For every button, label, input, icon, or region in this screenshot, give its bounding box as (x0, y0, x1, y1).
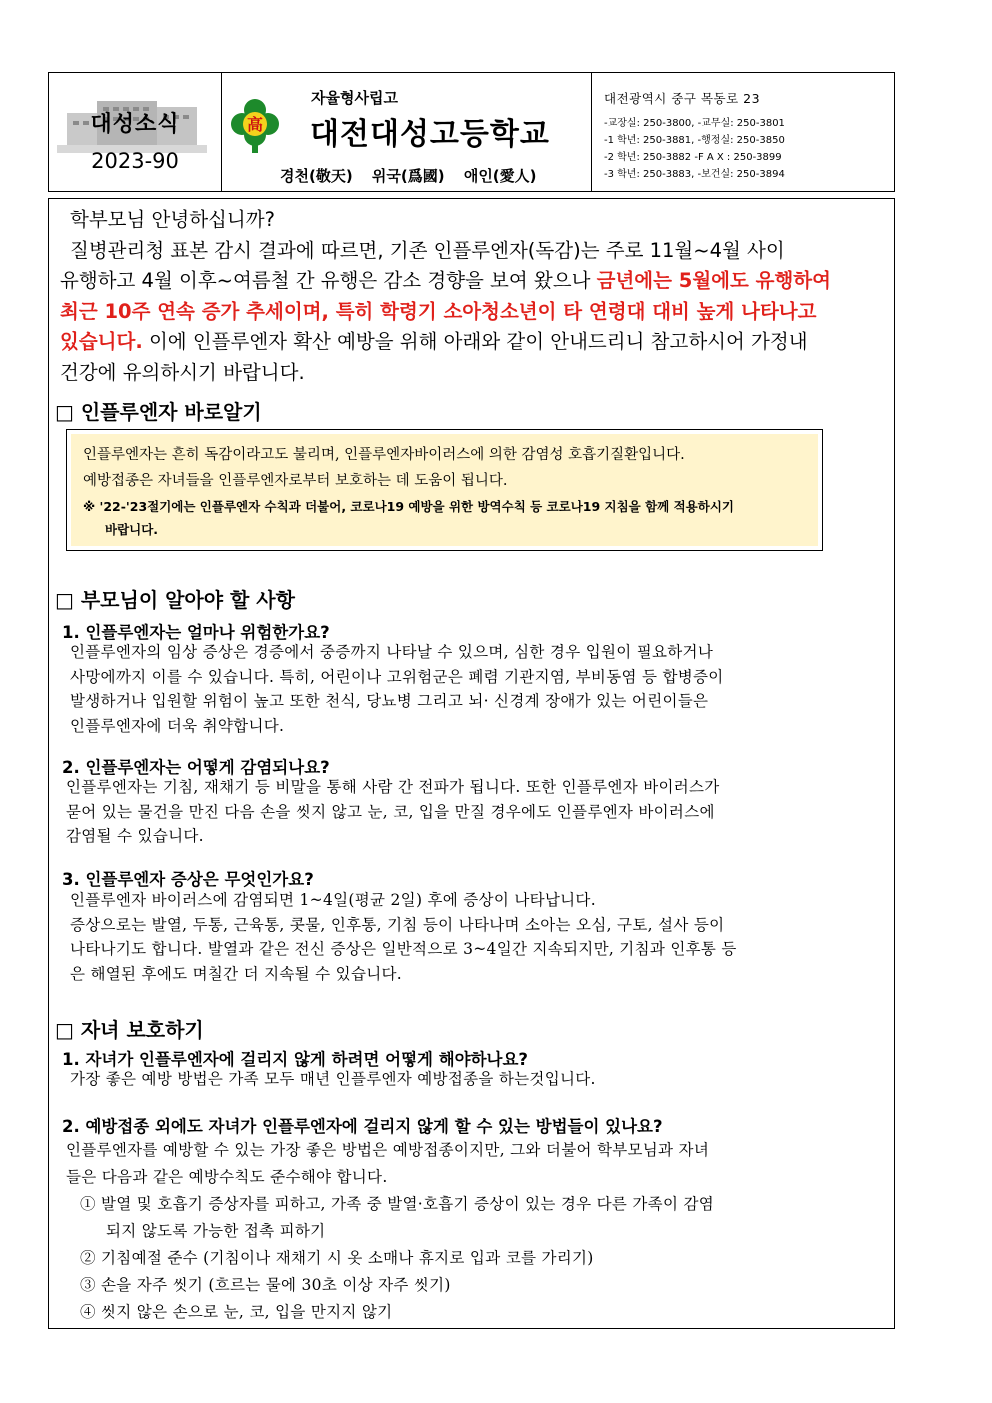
intro-line: 건강에 유의하시기 바랍니다. (60, 360, 305, 384)
section-heading: □ 부모님이 알아야 할 사항 (55, 588, 295, 612)
answer-line: 나타나기도 합니다. 발열과 같은 전신 증상은 일반적으로 3~4일간 지속되지만, 기침과 인후통 등 (70, 940, 737, 958)
greeting: 학부모님 안녕하십니까? (70, 208, 275, 231)
intro-highlight: 있습니다. (60, 330, 143, 353)
info-line: 인플루엔자는 흔히 독감이라고도 불리며, 인플루엔자바이러스에 의한 감염성 호흡기질환입니다. (83, 447, 685, 463)
school-name: 대전대성고등학교 (310, 117, 550, 152)
list-item: ④ 씻지 않은 손으로 눈, 코, 입을 만지지 않기 (80, 1303, 393, 1321)
answer-paragraph (66, 1137, 856, 1326)
contact-line: -2 학년: 250-3882 -F A X : 250-3899 (604, 152, 782, 163)
answer-line: 증상으로는 발열, 두통, 근육통, 콧물, 인후통, 기침 등이 나타나며 소아는 오심, 구토, 설사 등이 (70, 915, 725, 934)
info-note: 바랍니다. (105, 522, 159, 537)
intro-text: 이에 인플루엔자 확산 예방을 위해 아래와 같이 안내드리니 참고하시어 가정내 (142, 330, 808, 353)
intro-paragraph (60, 205, 890, 388)
question-heading: 2. 예방접종 외에도 자녀가 인플루엔자에 걸리지 않게 할 수 있는 방법들이 있나요? (62, 1117, 663, 1136)
question-heading: 1. 인플루엔자는 얼마나 위험한가요? (62, 623, 330, 642)
intro-line: 질병관리청 표본 감시 결과에 따르면, 기존 인플루엔자(독감)는 주로 11월~4월 사이 (70, 238, 785, 262)
list-item: ③ 손을 자주 씻기 (흐르는 물에 30초 이상 자주 씻기) (80, 1276, 451, 1294)
contact-list (604, 115, 785, 183)
answer-line: 인플루엔자 바이러스에 감염되면 1~4일(평균 2일) 후에 증상이 나타납니다. (70, 891, 596, 909)
intro-text: 유행하고 4월 이후~여름철 간 유행은 감소 경향을 보여 왔으나 (60, 269, 597, 292)
question-heading: 2. 인플루엔자는 어떻게 감염되나요? (62, 758, 330, 777)
answer-line: 가장 좋은 예방 방법은 가족 모두 매년 인플루엔자 예방접종을 하는것입니다. (70, 1070, 596, 1088)
school-cell (222, 73, 592, 191)
answer-line: 인플루엔자를 예방할 수 있는 가장 좋은 방법은 예방접종이지만, 그와 더불어 학부모님과 자녀 (66, 1141, 710, 1159)
answer-line: 인플루엔자에 더욱 취약합니다. (70, 716, 285, 735)
answer-line: 인플루엔자의 임상 증상은 경증에서 중증까지 나타날 수 있으며, 심한 경우 입원이 필요하거나 (70, 643, 714, 661)
list-item: 되지 않도록 가능한 접촉 피하기 (106, 1222, 326, 1240)
list-item: ① 발열 및 호흡기 증상자를 피하고, 가족 중 발열·호흡기 증상이 있는 경우 다른 가족이 감염 (80, 1195, 714, 1213)
contact-line: -교장실: 250-3800, -교무실: 250-3801 (604, 118, 785, 129)
answer-line: 사망에까지 이를 수 있습니다. 특히, 어린이나 고위험군은 폐렴 기관지염, 부비동염 등 합병증이 (70, 667, 724, 686)
intro-line (60, 266, 890, 297)
contact-line: -3 학년: 250-3883, -보건실: 250-3894 (604, 169, 785, 180)
answer-line: 인플루엔자는 기침, 재채기 등 비말을 통해 사람 간 전파가 됩니다. 또한 인플루엔자 바이러스가 (66, 778, 720, 796)
school-emblem-icon (226, 97, 284, 155)
intro-highlight: 최근 10주 연속 증가 추세이며, 특히 학령기 소아청소년이 타 연령대 대비 높게 나타나고 (60, 299, 817, 323)
info-line: 예방접종은 자녀들을 인플루엔자로부터 보호하는 데 도움이 됩니다. (83, 473, 508, 489)
school-type: 자율형사립고 (311, 89, 398, 107)
answer-line: 묻어 있는 물건을 만진 다음 손을 씻지 않고 눈, 코, 입을 만질 경우에도 인플루엔자 바이러스에 (66, 802, 715, 821)
contact-cell (592, 73, 894, 191)
section-heading: □ 자녀 보호하기 (55, 1018, 204, 1042)
list-item: ② 기침예절 준수 (기침이나 재채기 시 옷 소매나 휴지로 입과 코를 가리기) (80, 1249, 594, 1267)
issue-number: 2023-90 (91, 149, 179, 173)
question-heading: 3. 인플루엔자 증상은 무엇인가요? (62, 870, 314, 889)
info-note: ※ '22-'23절기에는 인플루엔자 수칙과 더불어, 코로나19 예방을 위한 방역수칙 등 코로나19 지침을 함께 적용하시기 (83, 499, 734, 514)
intro-line (60, 327, 890, 358)
answer-paragraph (70, 1067, 860, 1092)
info-box (66, 429, 823, 551)
info-box-content (71, 434, 818, 546)
letterhead (48, 72, 895, 192)
answer-line: 은 해열된 후에도 며칠간 더 지속될 수 있습니다. (70, 964, 403, 983)
answer-paragraph (70, 888, 860, 986)
answer-paragraph (66, 775, 856, 849)
question-heading: 1. 자녀가 인플루엔자에 걸리지 않게 하려면 어떻게 해야하나요? (62, 1050, 529, 1069)
answer-line: 발생하거나 입원할 위험이 높고 또한 천식, 당뇨병 그리고 뇌· 신경계 장애가 있는 어린이들은 (70, 692, 709, 710)
newsletter-cell (49, 73, 222, 191)
section-heading: □ 인플루엔자 바로알기 (55, 400, 262, 424)
intro-highlight: 금년에는 5월에도 유행하여 (596, 269, 831, 292)
school-address: 대전광역시 중구 목동로 23 (604, 91, 761, 106)
answer-paragraph (70, 640, 860, 738)
school-motto: 경천(敬天) 위국(爲國) 애인(愛人) (280, 167, 537, 185)
answer-line: 들은 다음과 같은 예방수칙도 준수해야 합니다. (66, 1168, 388, 1186)
answer-line: 감염될 수 있습니다. (66, 827, 204, 845)
contact-line: -1 학년: 250-3881, -행정실: 250-3850 (604, 135, 785, 146)
emblem-char: 高 (246, 115, 264, 134)
newsletter-title: 대성소식 (90, 111, 180, 137)
